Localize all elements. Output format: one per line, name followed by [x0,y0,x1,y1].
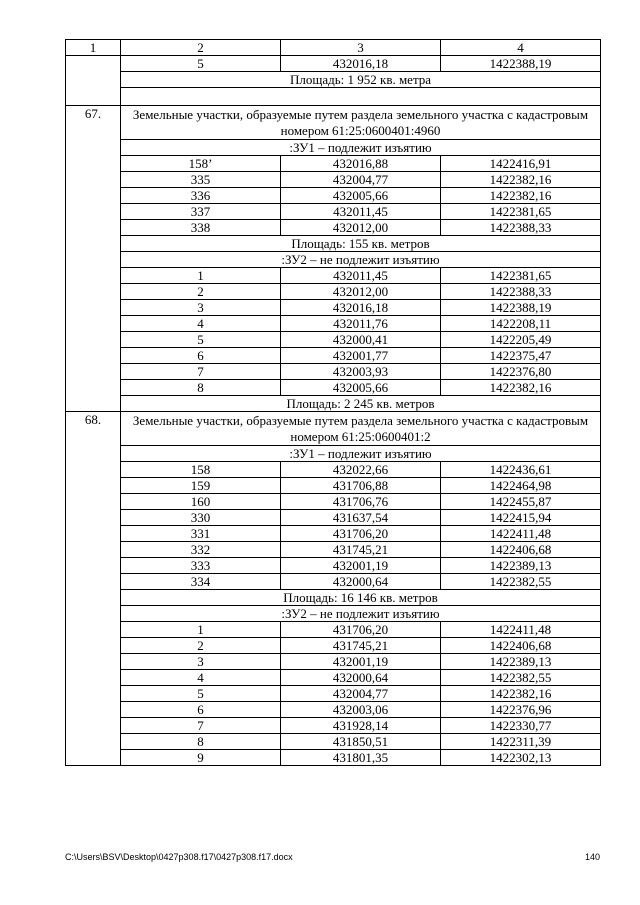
area-row [66,72,601,88]
x-coordinate: 431706,20 [281,622,441,638]
point-number: 334 [121,574,281,590]
y-coordinate: 1422389,13 [441,654,601,670]
table-row [66,526,601,542]
y-coordinate: 1422406,68 [441,542,601,558]
y-coordinate: 1422464,98 [441,478,601,494]
y-coordinate: 1422208,11 [441,316,601,332]
x-coordinate: 432000,64 [281,670,441,686]
area-text: Площадь: 155 кв. метров [121,236,601,252]
column-number: 4 [441,40,601,56]
table-row [66,734,601,750]
section-title-row [66,106,601,140]
part-label: :ЗУ1 – подлежит изъятию [121,446,601,462]
point-number: 3 [121,654,281,670]
point-number: 158 [121,462,281,478]
x-coordinate: 431801,35 [281,750,441,766]
section-title: Земельные участки, образуемые путем раздела земельного участка с кадастровым номером 61:25:0600401:4960 [121,106,601,140]
table-row [66,574,601,590]
point-number: 9 [121,750,281,766]
table-row [66,558,601,574]
x-coordinate: 432005,66 [281,188,441,204]
point-number: 331 [121,526,281,542]
y-coordinate: 1422416,91 [441,156,601,172]
column-number: 1 [66,40,121,56]
table-row [66,638,601,654]
table-row [66,156,601,172]
point-number: 158’ [121,156,281,172]
point-number: 332 [121,542,281,558]
y-coordinate: 1422411,48 [441,526,601,542]
table-row [66,380,601,396]
point-number: 5 [121,332,281,348]
point-number: 333 [121,558,281,574]
page-number: 140 [584,852,600,862]
point-number: 6 [121,702,281,718]
x-coordinate: 431745,21 [281,542,441,558]
part-label-row [66,140,601,156]
x-coordinate: 431850,51 [281,734,441,750]
point-number: 337 [121,204,281,220]
x-coordinate: 432005,66 [281,380,441,396]
table-row [66,316,601,332]
y-coordinate: 1422436,61 [441,462,601,478]
part-label: :ЗУ1 – подлежит изъятию [121,140,601,156]
x-coordinate: 432003,93 [281,364,441,380]
point-number: 160 [121,494,281,510]
x-coordinate: 431745,21 [281,638,441,654]
y-coordinate: 1422381,65 [441,268,601,284]
point-number: 5 [121,686,281,702]
x-coordinate: 432012,00 [281,284,441,300]
table-row [66,364,601,380]
point-number: 2 [121,284,281,300]
part-label-row [66,446,601,462]
section-title: Земельные участки, образуемые путем раздела земельного участка с кадастровым номером 61:25:0600401:2 [121,412,601,446]
table-row [66,494,601,510]
x-coordinate: 432004,77 [281,686,441,702]
y-coordinate: 1422382,16 [441,188,601,204]
table-row [66,718,601,734]
x-coordinate: 431706,20 [281,526,441,542]
coordinates-table-body [66,40,601,766]
table-row [66,462,601,478]
point-number: 4 [121,316,281,332]
part-label: :ЗУ2 – не подлежит изъятию [121,252,601,268]
area-text: Площадь: 16 146 кв. метров [121,590,601,606]
area-row [66,396,601,412]
y-coordinate: 1422375,47 [441,348,601,364]
y-coordinate: 1422330,77 [441,718,601,734]
table-row [66,654,601,670]
y-coordinate: 1422205,49 [441,332,601,348]
y-coordinate: 1422388,33 [441,284,601,300]
table-row [66,542,601,558]
point-number: 3 [121,300,281,316]
point-number: 330 [121,510,281,526]
point-number: 5 [121,56,281,72]
x-coordinate: 432011,76 [281,316,441,332]
y-coordinate: 1422382,16 [441,172,601,188]
y-coordinate: 1422388,19 [441,300,601,316]
x-coordinate: 432012,00 [281,220,441,236]
coordinates-table [65,39,601,766]
x-coordinate: 432011,45 [281,204,441,220]
point-number: 1 [121,268,281,284]
area-text: Площадь: 2 245 кв. метров [121,396,601,412]
area-row [66,590,601,606]
x-coordinate: 431637,54 [281,510,441,526]
point-number: 1 [121,622,281,638]
section-number: 68. [66,412,121,766]
table-row [66,510,601,526]
table-row [66,478,601,494]
y-coordinate: 1422382,16 [441,380,601,396]
part-label-row [66,252,601,268]
document-page [65,39,600,766]
table-row [66,686,601,702]
point-number: 338 [121,220,281,236]
point-number: 7 [121,718,281,734]
area-row [66,236,601,252]
point-number: 8 [121,380,281,396]
table-row [66,670,601,686]
part-label-row [66,606,601,622]
column-number: 3 [281,40,441,56]
column-number-row [66,40,601,56]
file-path: C:\Users\BSV\Desktop\0427p308.f17\0427p308.f17.docx [65,852,293,862]
spacer-row [66,88,601,106]
point-number: 4 [121,670,281,686]
x-coordinate: 431706,88 [281,478,441,494]
table-row [66,332,601,348]
table-row [66,220,601,236]
y-coordinate: 1422382,55 [441,670,601,686]
x-coordinate: 432022,66 [281,462,441,478]
x-coordinate: 431928,14 [281,718,441,734]
table-row [66,268,601,284]
table-row [66,750,601,766]
x-coordinate: 432000,41 [281,332,441,348]
table-row [66,204,601,220]
x-coordinate: 432001,19 [281,654,441,670]
spacer-cell [121,88,601,106]
table-row [66,188,601,204]
x-coordinate: 432004,77 [281,172,441,188]
y-coordinate: 1422382,16 [441,686,601,702]
y-coordinate: 1422381,65 [441,204,601,220]
column-number: 2 [121,40,281,56]
table-row [66,622,601,638]
point-number: 159 [121,478,281,494]
section-number-cell [66,56,121,106]
y-coordinate: 1422455,87 [441,494,601,510]
x-coordinate: 432016,88 [281,156,441,172]
page-footer [65,852,600,866]
y-coordinate: 1422311,39 [441,734,601,750]
y-coordinate: 1422376,80 [441,364,601,380]
y-coordinate: 1422388,19 [441,56,601,72]
x-coordinate: 431706,76 [281,494,441,510]
x-coordinate: 432016,18 [281,56,441,72]
x-coordinate: 432000,64 [281,574,441,590]
part-label: :ЗУ2 – не подлежит изъятию [121,606,601,622]
table-row [66,284,601,300]
x-coordinate: 432003,06 [281,702,441,718]
table-row [66,300,601,316]
section-title-row [66,412,601,446]
y-coordinate: 1422415,94 [441,510,601,526]
x-coordinate: 432016,18 [281,300,441,316]
y-coordinate: 1422376,96 [441,702,601,718]
y-coordinate: 1422382,55 [441,574,601,590]
table-row [66,702,601,718]
point-number: 336 [121,188,281,204]
point-number: 335 [121,172,281,188]
table-row [66,348,601,364]
point-number: 7 [121,364,281,380]
point-number: 6 [121,348,281,364]
y-coordinate: 1422411,48 [441,622,601,638]
table-row [66,172,601,188]
section-number: 67. [66,106,121,412]
point-number: 2 [121,638,281,654]
y-coordinate: 1422389,13 [441,558,601,574]
area-text: Площадь: 1 952 кв. метра [121,72,601,88]
y-coordinate: 1422388,33 [441,220,601,236]
x-coordinate: 432011,45 [281,268,441,284]
table-row [66,56,601,72]
point-number: 8 [121,734,281,750]
x-coordinate: 432001,77 [281,348,441,364]
y-coordinate: 1422302,13 [441,750,601,766]
x-coordinate: 432001,19 [281,558,441,574]
y-coordinate: 1422406,68 [441,638,601,654]
